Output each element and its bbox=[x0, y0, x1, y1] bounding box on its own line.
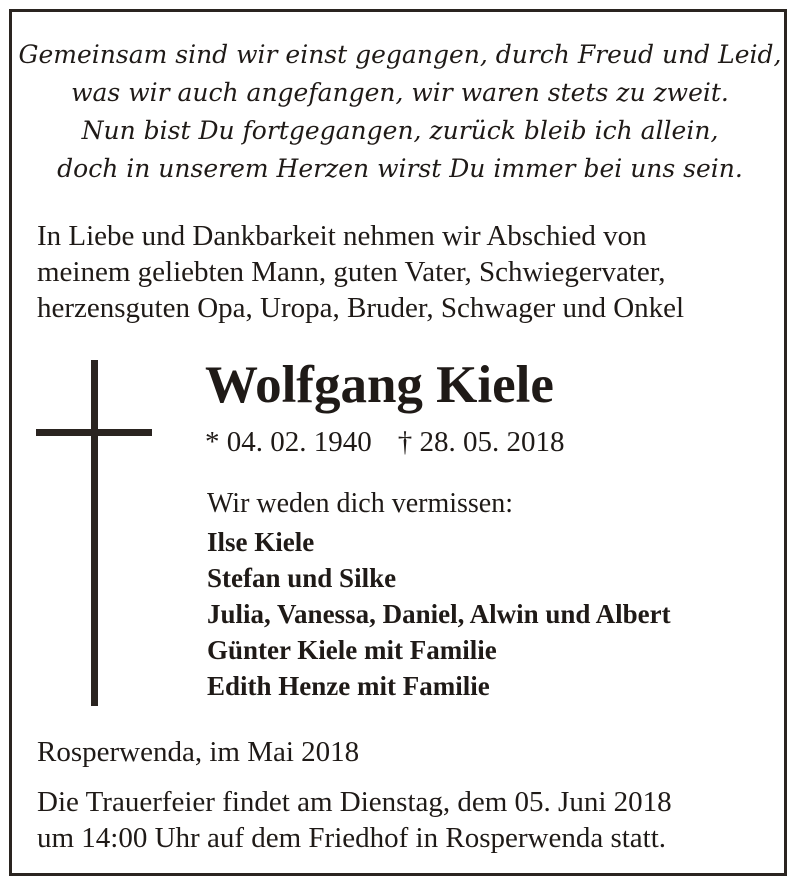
mourner-name: Stefan und Silke bbox=[207, 563, 397, 593]
poem-line: doch in unserem Herzen wirst Du immer bei uns sein. bbox=[57, 154, 743, 183]
mourner-name: Günter Kiele mit Familie bbox=[207, 635, 497, 665]
mourner-name: Julia, Vanessa, Daniel, Alwin und Albert bbox=[207, 599, 671, 629]
farewell-intro bbox=[37, 218, 684, 326]
memorial-poem bbox=[0, 36, 800, 188]
poem-line: Gemeinsam sind wir einst gegangen, durch Freud und Leid, bbox=[18, 40, 782, 69]
mourner-name: Edith Henze mit Familie bbox=[207, 671, 490, 701]
poem-line: Nun bist Du fortgegangen, zurück bleib ich allein, bbox=[81, 116, 719, 145]
deceased-name: Wolfgang Kiele bbox=[205, 356, 554, 414]
cross-horizontal-bar bbox=[36, 429, 152, 436]
intro-line: In Liebe und Dankbarkeit nehmen wir Abschied von bbox=[37, 220, 647, 252]
cross-vertical-bar bbox=[91, 360, 98, 706]
mourners-block bbox=[207, 486, 671, 704]
life-dates bbox=[205, 424, 565, 460]
death-date: † 28. 05. 2018 bbox=[397, 426, 565, 458]
mourner-name: Ilse Kiele bbox=[207, 527, 315, 557]
place-date: Rosperwenda, im Mai 2018 bbox=[37, 736, 360, 768]
latin-cross-icon bbox=[36, 360, 152, 706]
closing-block bbox=[37, 734, 672, 856]
poem-line: was wir auch angefangen, wir waren stets zu zweit. bbox=[71, 78, 729, 107]
intro-line: herzensguten Opa, Uropa, Bruder, Schwager und Onkel bbox=[37, 292, 685, 324]
birth-date: * 04. 02. 1940 bbox=[205, 426, 372, 458]
funeral-info-line: Die Trauerfeier findet am Dienstag, dem 05. Juni 2018 bbox=[37, 786, 672, 818]
mourners-lead: Wir weden dich vermissen: bbox=[207, 488, 514, 519]
intro-line: meinem geliebten Mann, guten Vater, Schwiegervater, bbox=[37, 256, 666, 288]
funeral-info-line: um 14:00 Uhr auf dem Friedhof in Rosperwenda statt. bbox=[37, 822, 667, 854]
